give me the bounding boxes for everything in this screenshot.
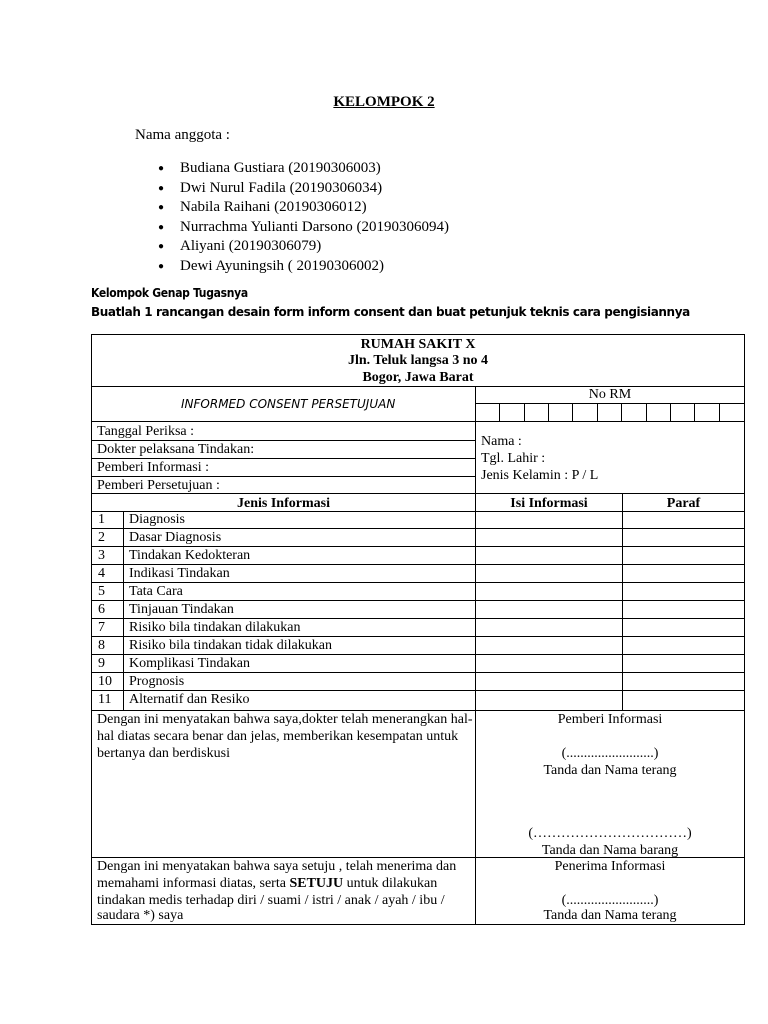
list-item xyxy=(158,218,449,238)
bullet-icon: ● xyxy=(158,202,165,214)
isi-informasi-cell[interactable] xyxy=(475,511,621,529)
consent-form xyxy=(91,334,745,925)
rm-digit-box[interactable] xyxy=(720,403,744,421)
member-name: Budiana Gustiara (20190306003) xyxy=(180,160,381,176)
member-name: Nurrachma Yulianti Darsono (20190306094) xyxy=(180,218,449,235)
rm-digit-box[interactable] xyxy=(622,403,646,421)
table-row xyxy=(92,637,744,655)
dokter-pelaksana-field[interactable]: Dokter pelaksana Tindakan: xyxy=(97,442,255,457)
statement-dokter-line: bertanya dan berdiskusi xyxy=(97,746,230,761)
statement-dokter-line: Dengan ini menyatakan bahwa saya,dokter telah menerangkan hal- xyxy=(97,712,473,727)
member-name: Dewi Ayuningsih ( 20190306002) xyxy=(180,257,385,274)
rm-digit-box[interactable] xyxy=(695,403,719,421)
rm-digit-box[interactable] xyxy=(647,403,671,421)
isi-informasi-cell[interactable] xyxy=(475,529,621,547)
item-label: Tindakan Kedokteran xyxy=(129,548,251,563)
col-jenis-informasi: Jenis Informasi xyxy=(237,496,330,511)
item-number: 6 xyxy=(98,602,105,617)
item-number: 9 xyxy=(98,656,105,671)
statement-pasien-line: tindakan medis terhadap diri / suami / istri / anak / ayah / ibu / xyxy=(97,893,445,908)
paraf-cell[interactable] xyxy=(623,673,744,691)
rm-digit-box[interactable] xyxy=(598,403,622,421)
signature-line[interactable]: (.........................) xyxy=(561,893,659,908)
no-rm-label: No RM xyxy=(588,387,632,402)
item-label: Tinjauan Tindakan xyxy=(129,602,234,617)
task-instruction: Buatlah 1 rancangan desain form inform consent dan buat petunjuk teknis cara pengisiannya xyxy=(91,305,690,319)
statement-text: untuk dilakukan xyxy=(343,876,438,891)
paraf-cell[interactable] xyxy=(623,511,744,529)
paraf-cell[interactable] xyxy=(623,565,744,583)
pemberi-persetujuan-field[interactable]: Pemberi Persetujuan : xyxy=(97,478,220,493)
bullet-icon: ● xyxy=(158,241,165,253)
item-label: Diagnosis xyxy=(129,512,185,527)
table-row xyxy=(92,601,744,619)
penerima-informasi-label: Penerima Informasi xyxy=(554,859,666,874)
isi-informasi-cell[interactable] xyxy=(475,637,621,655)
list-item xyxy=(158,237,449,257)
paraf-cell[interactable] xyxy=(623,583,744,601)
pemberi-informasi-label: Pemberi Informasi xyxy=(557,712,663,727)
statement-pasien-line: Dengan ini menyatakan bahwa saya setuju , telah menerima dan xyxy=(97,859,457,874)
rm-digit-box[interactable] xyxy=(573,403,597,421)
item-number: 3 xyxy=(98,548,105,563)
statement-pasien-line: saudara *) saya xyxy=(97,908,184,923)
item-number: 1 xyxy=(98,512,105,527)
isi-informasi-cell[interactable] xyxy=(475,619,621,637)
paraf-cell[interactable] xyxy=(623,619,744,637)
isi-informasi-cell[interactable] xyxy=(475,655,621,673)
task-heading: Kelompok Genap Tugasnya xyxy=(91,286,248,300)
consent-title: INFORMED CONSENT PERSETUJUAN xyxy=(181,397,396,411)
isi-informasi-cell[interactable] xyxy=(475,565,621,583)
isi-informasi-cell[interactable] xyxy=(475,583,621,601)
list-item xyxy=(158,198,449,218)
bullet-icon: ● xyxy=(158,182,165,194)
setuju-emphasis: SETUJU xyxy=(289,876,344,891)
item-label: Komplikasi Tindakan xyxy=(129,656,250,671)
rm-digit-box[interactable] xyxy=(549,403,573,421)
col-isi-informasi: Isi Informasi xyxy=(510,496,588,511)
item-number: 5 xyxy=(98,584,105,599)
signature-caption: Tanda dan Nama barang xyxy=(541,843,679,858)
rm-digit-box[interactable] xyxy=(476,403,500,421)
signature-line[interactable]: (……………………………) xyxy=(528,826,692,841)
bullet-icon: ● xyxy=(158,221,165,233)
item-label: Risiko bila tindakan tidak dilakukan xyxy=(129,638,332,653)
item-number: 4 xyxy=(98,566,105,581)
isi-informasi-cell[interactable] xyxy=(475,673,621,691)
item-number: 11 xyxy=(98,692,112,707)
item-number: 8 xyxy=(98,638,105,653)
table-row xyxy=(92,565,744,583)
hospital-name: RUMAH SAKIT X xyxy=(360,337,476,352)
item-number: 10 xyxy=(98,674,112,689)
statement-text: memahami informasi diatas, serta xyxy=(97,876,290,891)
paraf-cell[interactable] xyxy=(623,529,744,547)
isi-informasi-cell[interactable] xyxy=(475,547,621,565)
item-number: 2 xyxy=(98,530,105,545)
table-row xyxy=(92,511,744,529)
bullet-icon: ● xyxy=(158,163,165,174)
list-item xyxy=(158,179,449,199)
paraf-cell[interactable] xyxy=(623,655,744,673)
jenis-kelamin-field[interactable]: Jenis Kelamin : P / L xyxy=(481,468,599,483)
pemberi-informasi-field[interactable]: Pemberi Informasi : xyxy=(97,460,209,475)
members-list xyxy=(158,159,449,277)
bullet-icon: ● xyxy=(158,260,165,272)
statement-dokter-line: hal diatas secara benar dan jelas, memberikan kesempatan untuk xyxy=(97,729,459,744)
paraf-cell[interactable] xyxy=(623,547,744,565)
item-label: Prognosis xyxy=(129,674,185,689)
paraf-cell[interactable] xyxy=(623,691,744,709)
member-name: Dwi Nurul Fadila (20190306034) xyxy=(180,179,383,196)
statement-pasien-line xyxy=(97,875,437,892)
hospital-city: Bogor, Jawa Barat xyxy=(362,370,474,385)
tanggal-periksa-field[interactable]: Tanggal Periksa : xyxy=(97,424,194,439)
isi-informasi-cell[interactable] xyxy=(475,601,621,619)
list-item xyxy=(158,257,449,277)
list-item xyxy=(158,159,449,179)
member-name: Aliyani (20190306079) xyxy=(180,238,322,255)
item-number: 7 xyxy=(98,620,105,635)
table-row xyxy=(92,673,744,691)
signature-caption: Tanda dan Nama terang xyxy=(543,908,677,923)
item-label: Indikasi Tindakan xyxy=(129,566,230,581)
item-label: Risiko bila tindakan dilakukan xyxy=(129,620,301,635)
item-label: Dasar Diagnosis xyxy=(129,530,222,545)
col-paraf: Paraf xyxy=(666,496,701,511)
table-row xyxy=(92,655,744,673)
rm-digit-box[interactable] xyxy=(525,403,549,421)
rm-digit-box[interactable] xyxy=(500,403,524,421)
paraf-cell[interactable] xyxy=(623,601,744,619)
item-label: Tata Cara xyxy=(129,584,183,599)
table-row xyxy=(92,691,744,709)
signature-caption: Tanda dan Nama terang xyxy=(543,763,677,778)
nama-field[interactable]: Nama : xyxy=(481,434,522,449)
paraf-cell[interactable] xyxy=(623,637,744,655)
item-label: Alternatif dan Resiko xyxy=(129,692,250,707)
tgl-lahir-field[interactable]: Tgl. Lahir : xyxy=(481,451,546,466)
hospital-street: Jln. Teluk langsa 3 no 4 xyxy=(347,353,489,368)
table-row xyxy=(92,583,744,601)
rm-digit-box[interactable] xyxy=(671,403,695,421)
table-row xyxy=(92,619,744,637)
member-name: Nabila Raihani (20190306012) xyxy=(180,199,367,216)
members-label: Nama anggota : xyxy=(135,127,230,143)
signature-line[interactable]: (.........................) xyxy=(561,746,659,761)
table-row xyxy=(92,529,744,547)
isi-informasi-cell[interactable] xyxy=(475,691,621,709)
table-row xyxy=(92,547,744,565)
document-title: KELOMPOK 2 xyxy=(333,94,435,110)
